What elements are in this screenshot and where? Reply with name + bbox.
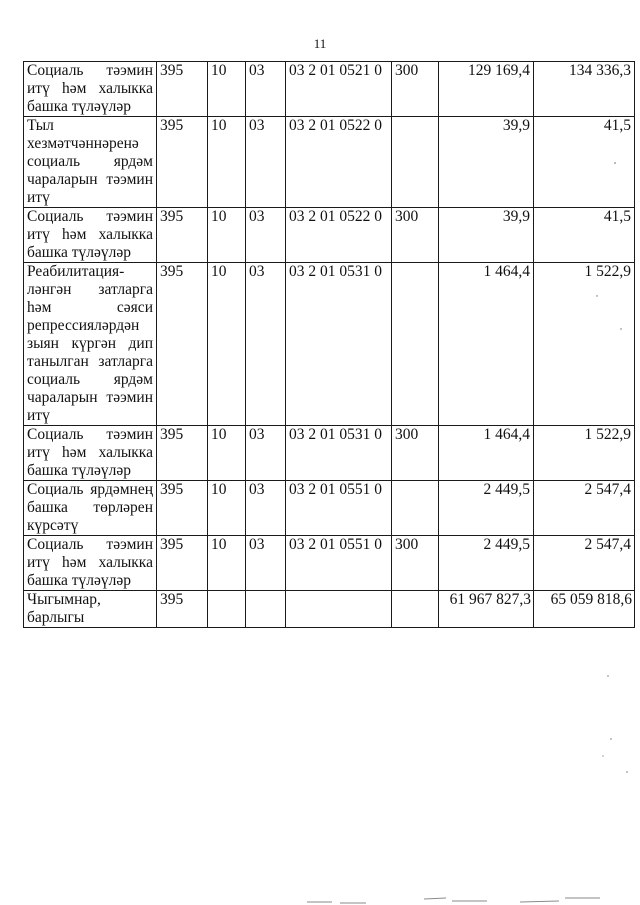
amount-cell: 134 336,3 [534, 62, 635, 117]
amount-cell: 2 449,5 [439, 536, 534, 591]
ministry-cell: 395 [157, 536, 208, 591]
target-item-cell: 03 2 01 0521 0 [286, 62, 392, 117]
amount-cell: 1 522,9 [534, 263, 635, 426]
amount-cell: 41,5 [534, 208, 635, 263]
target-item-cell: 03 2 01 0551 0 [286, 536, 392, 591]
ministry-cell: 395 [157, 591, 208, 628]
ministry-cell: 395 [157, 263, 208, 426]
row-name-cell: Социаль тәэмин итү һәм халыкка башка түләүләр [24, 62, 157, 117]
amount-cell: 41,5 [534, 117, 635, 208]
row-name-cell: Реабилитация-ләнгән затларга һәм сәяси репрессияләрдән зыян күргән дип танылган затларга социаль ярдәм чараларын тәэмин итү [24, 263, 157, 426]
section-cell: 10 [208, 62, 246, 117]
section-cell: 10 [208, 481, 246, 536]
subsection-cell: 03 [246, 263, 286, 426]
row-name-cell: Социаль тәэмин итү һәм халыкка башка түләүләр [24, 536, 157, 591]
target-item-cell: 03 2 01 0531 0 [286, 426, 392, 481]
subsection-cell: 03 [246, 208, 286, 263]
ministry-cell: 395 [157, 117, 208, 208]
amount-cell: 129 169,4 [439, 62, 534, 117]
row-name-cell: Социаль ярдәмнең башка төрләрен күрсәтү [24, 481, 157, 536]
section-cell: 10 [208, 263, 246, 426]
total-amount-cell: 65 059 818,6 [534, 591, 635, 628]
target-item-cell: 03 2 01 0551 0 [286, 481, 392, 536]
subsection-cell: 03 [246, 426, 286, 481]
amount-cell: 1 464,4 [439, 263, 534, 426]
subsection-cell: 03 [246, 536, 286, 591]
section-cell: 10 [208, 426, 246, 481]
target-item-cell: 03 2 01 0522 0 [286, 208, 392, 263]
amount-cell: 39,9 [439, 208, 534, 263]
section-cell: 10 [208, 117, 246, 208]
page-number: 11 [313, 36, 327, 51]
subsection-cell: 03 [246, 62, 286, 117]
total-label-cell: Чыгымнар, барлыгы [24, 591, 157, 628]
amount-cell: 39,9 [439, 117, 534, 208]
amount-cell: 2 449,5 [439, 481, 534, 536]
row-name-cell: Социаль тәэмин итү һәм халыкка башка түләүләр [24, 208, 157, 263]
amount-cell: 1 522,9 [534, 426, 635, 481]
total-amount-cell: 61 967 827,3 [439, 591, 534, 628]
section-cell: 10 [208, 536, 246, 591]
target-item-cell: 03 2 01 0531 0 [286, 263, 392, 426]
amount-cell: 1 464,4 [439, 426, 534, 481]
row-name-cell: Социаль тәэмин итү һәм халыкка башка түләүләр [24, 426, 157, 481]
expense-type-cell: 300 [392, 536, 439, 591]
ministry-cell: 395 [157, 208, 208, 263]
expense-type-cell: 300 [392, 62, 439, 117]
ministry-cell: 395 [157, 481, 208, 536]
amount-cell: 2 547,4 [534, 536, 635, 591]
ministry-cell: 395 [157, 62, 208, 117]
expense-type-cell: 300 [392, 426, 439, 481]
target-item-cell: 03 2 01 0522 0 [286, 117, 392, 208]
row-name-cell: Тыл хезмәтчәннәренә социаль ярдәм чараларын тәэмин итү [24, 117, 157, 208]
section-cell: 10 [208, 208, 246, 263]
ministry-cell: 395 [157, 426, 208, 481]
amount-cell: 2 547,4 [534, 481, 635, 536]
subsection-cell: 03 [246, 481, 286, 536]
subsection-cell: 03 [246, 117, 286, 208]
expense-type-cell: 300 [392, 208, 439, 263]
